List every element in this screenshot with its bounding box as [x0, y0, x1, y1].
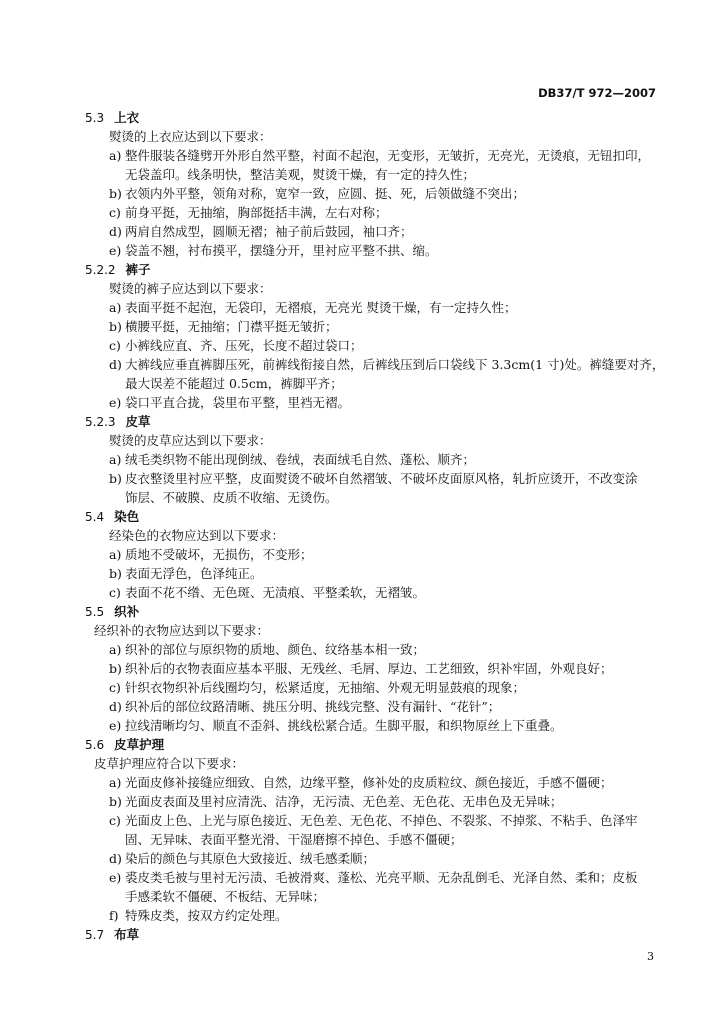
list-item [85, 849, 660, 868]
item-label: c) [109, 585, 121, 600]
item-text: 裘皮类毛被与里衬无污渍、毛被滑爽、蓬松、光亮平顺、无杂乱倒毛、光泽自然、柔和；皮板 [125, 870, 638, 885]
list-item [85, 659, 660, 678]
item-label: f) [109, 908, 119, 923]
item-label: b) [109, 566, 122, 581]
list-item [85, 640, 660, 659]
item-line [109, 583, 660, 602]
list-item [85, 184, 660, 203]
item-line [109, 355, 665, 374]
section-heading [85, 602, 660, 621]
section-number: 5.2.3 [85, 415, 116, 429]
item-label: e) [109, 870, 122, 885]
list-item [85, 773, 660, 792]
item-text: 横腰平挺，无抽缩；门襟平挺无皱折； [125, 319, 338, 334]
item-text-continued: 固、无异味、表面平整光滑、干湿磨擦不掉色、手感不僵硬； [125, 832, 463, 847]
section-heading [85, 412, 660, 431]
section-intro: 熨烫的上衣应达到以下要求： [109, 129, 272, 144]
item-text: 袋口平直合拢，袋里布平整，里裆无褶。 [125, 395, 351, 410]
list-item [85, 469, 660, 507]
item-text: 特殊皮类，按双方约定处理。 [125, 908, 288, 923]
section-number: 5.3 [85, 111, 105, 125]
item-label: c) [109, 205, 121, 220]
list-item [85, 222, 660, 241]
item-line [109, 298, 660, 317]
item-text: 整件服装各缝劈开外形自然平整，衬面不起泡，无变形，无皱折，无亮光，无烫痕，无钮扣印， [125, 148, 651, 163]
section-heading [85, 735, 660, 754]
item-line [109, 716, 660, 735]
list-item [85, 792, 660, 811]
item-label: d) [109, 224, 122, 239]
item-label: c) [109, 338, 121, 353]
item-label: a) [109, 547, 122, 562]
section-intro: 熨烫的裤子应达到以下要求： [109, 281, 272, 296]
section-5-5 [85, 602, 660, 735]
section-5-2-3 [85, 412, 660, 507]
section-heading [85, 108, 660, 127]
item-line [109, 906, 660, 925]
item-text: 小裤线应直、齐、压死，长度不超过袋口； [125, 338, 363, 353]
item-label: a) [109, 452, 122, 467]
item-line [109, 811, 660, 830]
item-label: a) [109, 300, 122, 315]
section-5-4 [85, 507, 660, 602]
section-intro: 经染色的衣物应达到以下要求： [109, 528, 285, 543]
item-label: a) [109, 642, 122, 657]
item-text: 表面不花不绺、无色斑、无渍痕、平整柔软，无褶皱。 [125, 585, 426, 600]
section-5-6 [85, 735, 660, 925]
section-intro: 经织补的衣物应达到以下要求： [94, 623, 270, 638]
list-item [85, 868, 660, 906]
item-line [109, 469, 660, 488]
item-text-continued: 最大误差不能超过 0.5cm，裤脚平齐； [125, 376, 343, 391]
item-line [109, 640, 660, 659]
item-line [109, 697, 660, 716]
item-label: a) [109, 775, 122, 790]
item-text-continued: 手感柔软不僵硬、不板结、无异味； [125, 889, 326, 904]
list-item [85, 697, 660, 716]
item-label: d) [109, 699, 122, 714]
item-line [109, 564, 660, 583]
list-item [85, 545, 660, 564]
item-line [109, 678, 660, 697]
item-line [109, 203, 660, 222]
item-line [109, 849, 660, 868]
list-item [85, 811, 660, 849]
item-label: e) [109, 395, 122, 410]
item-line [109, 146, 660, 165]
section-title: 布草 [114, 927, 140, 942]
section-number: 5.2.2 [85, 263, 116, 277]
section-number: 5.5 [85, 605, 105, 619]
list-item [85, 716, 660, 735]
item-line [109, 336, 660, 355]
list-item [85, 906, 660, 925]
item-text: 表面无浮色，色泽纯正。 [125, 566, 263, 581]
item-label: c) [109, 813, 121, 828]
list-item [85, 241, 660, 260]
section-title: 上衣 [114, 110, 140, 125]
item-line [109, 450, 660, 469]
section-5-3 [85, 108, 660, 260]
item-label: a) [109, 148, 122, 163]
item-text: 两肩自然成型，圆顺无褶；袖子前后鼓园，袖口齐； [125, 224, 413, 239]
item-text: 袋盖不翘，衬布摸平，摆缝分开，里衬应平整不拱、缩。 [125, 243, 438, 258]
section-title: 裤子 [125, 262, 151, 277]
section-title: 皮草护理 [114, 737, 165, 752]
item-text: 拉线清晰均匀、顺直不歪斜、挑线松紧合适。生脚平服，和织物原丝上下重叠。 [125, 718, 563, 733]
item-label: b) [109, 661, 122, 676]
item-text: 大裤线应垂直裤脚压死，前裤线衔接自然，后裤线压到后口袋线下 3.3cm(1 寸)处。裤缝要对齐， [125, 357, 665, 372]
item-label: c) [109, 680, 121, 695]
item-text: 织补后的部位纹路清晰、挑压分明、挑线完整、没有漏针、“花针”； [125, 699, 501, 714]
item-line [109, 222, 660, 241]
section-intro: 皮草护理应符合以下要求： [94, 756, 245, 771]
item-line [109, 184, 660, 203]
item-label: e) [109, 718, 122, 733]
section-intro: 熨烫的皮草应达到以下要求： [109, 433, 272, 448]
list-item [85, 203, 660, 222]
item-text: 质地不受破坏，无损伤，不变形； [125, 547, 313, 562]
item-text: 光面皮修补接缝应细致、自然，边缘平整，修补处的皮质粒纹、颜色接近，手感不僵硬； [125, 775, 613, 790]
section-title: 染色 [114, 509, 140, 524]
list-item [85, 298, 660, 317]
item-text-continued: 饰层、不破膜、皮质不收缩、无烫伤。 [125, 490, 338, 505]
section-title: 织补 [114, 604, 140, 619]
section-title: 皮草 [125, 414, 151, 429]
section-5-2-2 [85, 260, 665, 412]
document-body [85, 108, 665, 944]
item-text: 表面平挺不起泡，无袋印，无褶痕，无亮光 熨烫干燥，有一定持久性； [125, 300, 517, 315]
item-line [109, 393, 660, 412]
item-text: 织补后的衣物表面应基本平服、无残丝、毛屑、厚边、工艺细致，织补牢固，外观良好； [125, 661, 613, 676]
item-text: 前身平挺，无抽缩，胸部挺括丰满，左右对称； [125, 205, 388, 220]
item-text: 皮衣整烫里衬应平整，皮面熨烫不破坏自然褶皱、不破坏皮面原风格，轧折应烫开，不改变涂 [125, 471, 638, 486]
item-line [109, 868, 660, 887]
item-label: d) [109, 851, 122, 866]
item-line [109, 545, 660, 564]
item-line [109, 241, 660, 260]
item-line [109, 317, 660, 336]
item-label: d) [109, 357, 122, 372]
section-number: 5.6 [85, 738, 105, 752]
section-number: 5.7 [85, 928, 105, 942]
item-label: b) [109, 319, 122, 334]
list-item [85, 355, 665, 393]
page-number: 3 [647, 950, 654, 963]
list-item [85, 450, 660, 469]
item-text-continued: 无袋盖印。线条明快，整洁美观，熨烫干燥，有一定的持久性； [125, 167, 476, 182]
list-item [85, 564, 660, 583]
list-item [85, 678, 660, 697]
item-label: b) [109, 794, 122, 809]
item-label: e) [109, 243, 122, 258]
section-5-7 [85, 925, 660, 944]
item-text: 针织衣物织补后线圈均匀，松紧适度，无抽缩、外观无明显鼓痕的现象； [125, 680, 526, 695]
list-item [85, 583, 660, 602]
item-line [109, 773, 660, 792]
item-label: b) [109, 186, 122, 201]
list-item [85, 317, 660, 336]
item-text: 衣领内外平整，领角对称，宽窄一致，应圆、挺、死，后领做缝不突出； [125, 186, 526, 201]
section-heading [85, 507, 660, 526]
item-text: 光面皮表面及里衬应清洗、洁净，无污渍、无色差、无色花、无串色及无异味； [125, 794, 563, 809]
item-line [109, 659, 660, 678]
list-item [85, 146, 660, 184]
section-number: 5.4 [85, 510, 105, 524]
item-text: 染后的颜色与其原色大致接近、绒毛感柔顺； [125, 851, 376, 866]
section-heading [85, 925, 660, 944]
item-text: 光面皮上色、上光与原色接近、无色差、无色花、不掉色、不裂浆、不掉浆、不粘手、色泽牢 [125, 813, 638, 828]
list-item [85, 393, 660, 412]
item-label: b) [109, 471, 122, 486]
item-text: 绒毛类织物不能出现倒绒、卷绒，表面绒毛自然、蓬松、顺齐； [125, 452, 476, 467]
item-line [109, 792, 660, 811]
section-heading [85, 260, 660, 279]
item-text: 织补的部位与原织物的质地、颜色、纹络基本相一致； [125, 642, 426, 657]
document-id-header: DB37/T 972—2007 [538, 86, 656, 100]
list-item [85, 336, 660, 355]
